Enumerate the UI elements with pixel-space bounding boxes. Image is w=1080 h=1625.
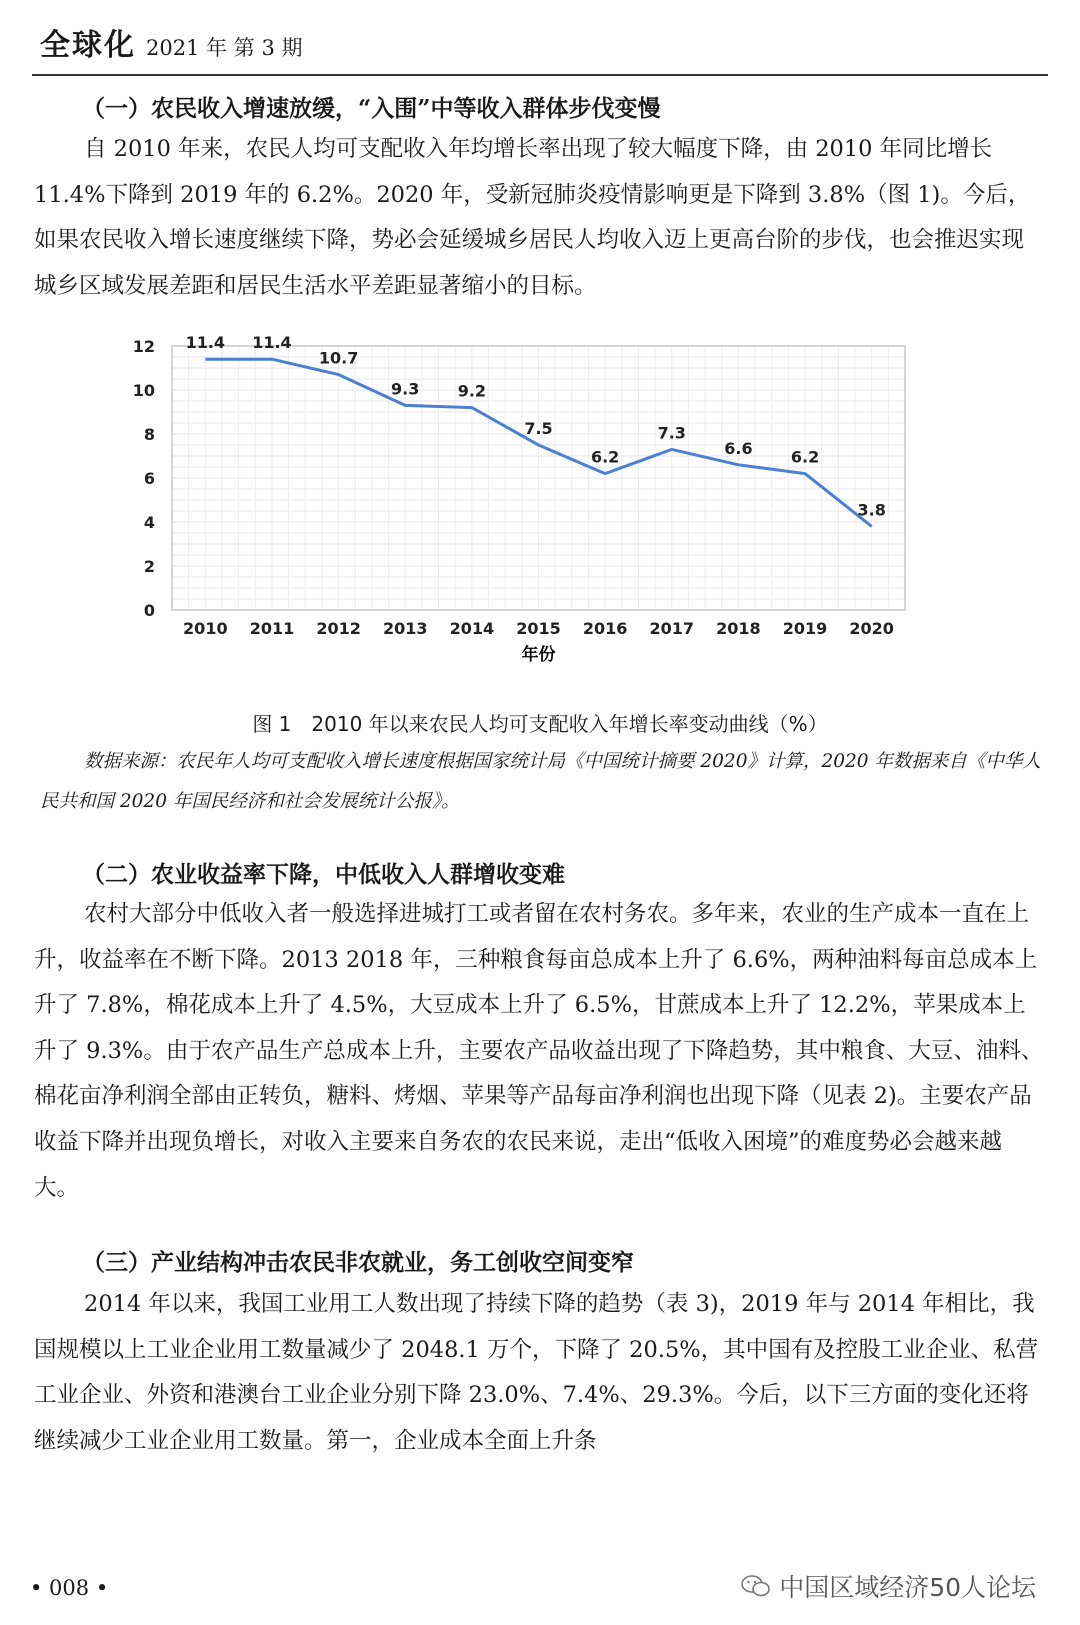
section-paragraph-2 <box>34 892 1046 1211</box>
x-tick-label: 2017 <box>649 619 695 638</box>
y-tick-label: 10 <box>132 381 155 400</box>
running-head <box>40 20 303 63</box>
data-label: 9.2 <box>457 381 487 401</box>
data-label: 3.8 <box>857 500 886 520</box>
data-label: 7.5 <box>524 419 553 438</box>
header-rule <box>32 74 1048 76</box>
journal-logo: 全球化 <box>40 28 136 63</box>
section-heading-2: （二）农业收益率下降，中低收入人群增收变难 <box>82 861 565 888</box>
y-tick-label: 6 <box>143 469 155 488</box>
section-heading-1: （一）农民收入增速放缓，“入围”中等收入群体步伐变慢 <box>82 95 661 122</box>
paragraph-text: 自 2010 年来，农民人均可支配收入年均增长率出现了较大幅度下降，由 2010 年同比增长 11.4%下降到 2019 年的 6.2%。2020 年，受新冠肺炎疫情影响更是下降到 3.8%（图 1)。今后，如果农民收入增长速度继续下降，势必会延缓城乡居民人均收入迈上更高台阶的步伐，也会推迟实现城乡区域发展差距和居民生活水平差距显著缩小的目标。 <box>34 136 1031 299</box>
x-axis-title: 年份 <box>521 645 556 665</box>
x-axis-ticks <box>183 619 894 638</box>
x-tick-label: 2015 <box>516 619 561 638</box>
page-number: • 008 • <box>30 1576 109 1600</box>
source-note-text: 数据来源：农民年人均可支配收入增长速度根据国家统计局《中国统计摘要 2020》计算，2020 年数据来自《中华人民共和国 2020 年国民经济和社会发展统计公报》。 <box>40 751 1041 812</box>
section-heading-3: （三）产业结构冲击农民非农就业，务工创收空间变窄 <box>82 1249 634 1276</box>
x-tick-label: 2012 <box>316 619 361 638</box>
chart-grid <box>172 346 905 610</box>
data-label: 11.4 <box>185 333 226 353</box>
data-label: 7.3 <box>657 423 686 443</box>
y-tick-label: 8 <box>143 425 155 444</box>
data-label: 6.2 <box>590 447 620 467</box>
issue-number: 2021 年 第 3 期 <box>146 36 303 60</box>
x-tick-label: 2020 <box>849 619 894 638</box>
y-axis-ticks <box>133 337 155 620</box>
x-tick-label: 2018 <box>716 619 761 638</box>
x-tick-label: 2013 <box>382 619 428 638</box>
paragraph-text: 农村大部分中低收入者一般选择进城打工或者留在农村务农。多年来，农业的生产成本一直在上升，收益率在不断下降。2013 2018 年，三种粮食每亩总成本上升了 6.6%，两种油料每亩总成本上升了 7.8%，棉花成本上升了 4.5%，大豆成本上升了 6.5%，甘蔗成本上升了 12.2%，苹果成本上升了 9.3%。由于农产品生产总成本上升，主要农产品收益出现了下降趋势，其中粮食、大豆、油料、棉花亩净利润全部由正转负，糖料、烤烟、苹果等产品每亩净利润也出现下降（见表 2)。主要农产品收益下降并出现负增长，对收入主要来自务农的农民来说，走出“低收入困境”的难度势必会越来越大。 <box>34 901 1044 1201</box>
section-paragraph-3 <box>34 1282 1046 1464</box>
data-label: 11.4 <box>252 333 292 353</box>
x-tick-label: 2010 <box>183 619 228 638</box>
wechat-icon <box>741 1574 771 1598</box>
watermark-text: 中国区域经济50人论坛 <box>779 1573 1036 1602</box>
figure-caption: 图 1 2010 年以来农民人均可支配收入年增长率变动曲线（%） <box>252 712 828 736</box>
data-label: 10.7 <box>318 348 359 368</box>
x-tick-label: 2019 <box>782 619 828 638</box>
y-tick-label: 4 <box>143 513 155 532</box>
x-tick-label: 2014 <box>449 619 495 638</box>
y-tick-label: 12 <box>132 337 155 356</box>
x-tick-label: 2016 <box>582 619 628 638</box>
paragraph-text: 2014 年以来，我国工业用工人数出现了持续下降的趋势（表 3)，2019 年与 2014 年相比，我国规模以上工业企业用工数量减少了 2048.1 万个，下降了 20.5%，其中国有及控股工业企业、私营工业企业、外资和港澳台工业企业分别下降 23.0%、7.4%、29.3%。今后，以下三方面的变化还将继续减少工业企业用工数量。第一，企业成本全面上升条 <box>34 1291 1039 1454</box>
y-tick-label: 0 <box>143 601 155 620</box>
watermark <box>741 1568 1036 1604</box>
y-tick-label: 2 <box>143 557 155 576</box>
data-labels <box>186 333 886 519</box>
section-paragraph-1 <box>34 127 1046 309</box>
growth-rate-line-chart <box>130 328 920 673</box>
data-label: 6.6 <box>724 438 753 458</box>
figure-source-note <box>40 742 1045 822</box>
data-label: 6.2 <box>790 447 820 467</box>
x-tick-label: 2011 <box>249 619 295 638</box>
data-label: 9.3 <box>391 379 420 399</box>
